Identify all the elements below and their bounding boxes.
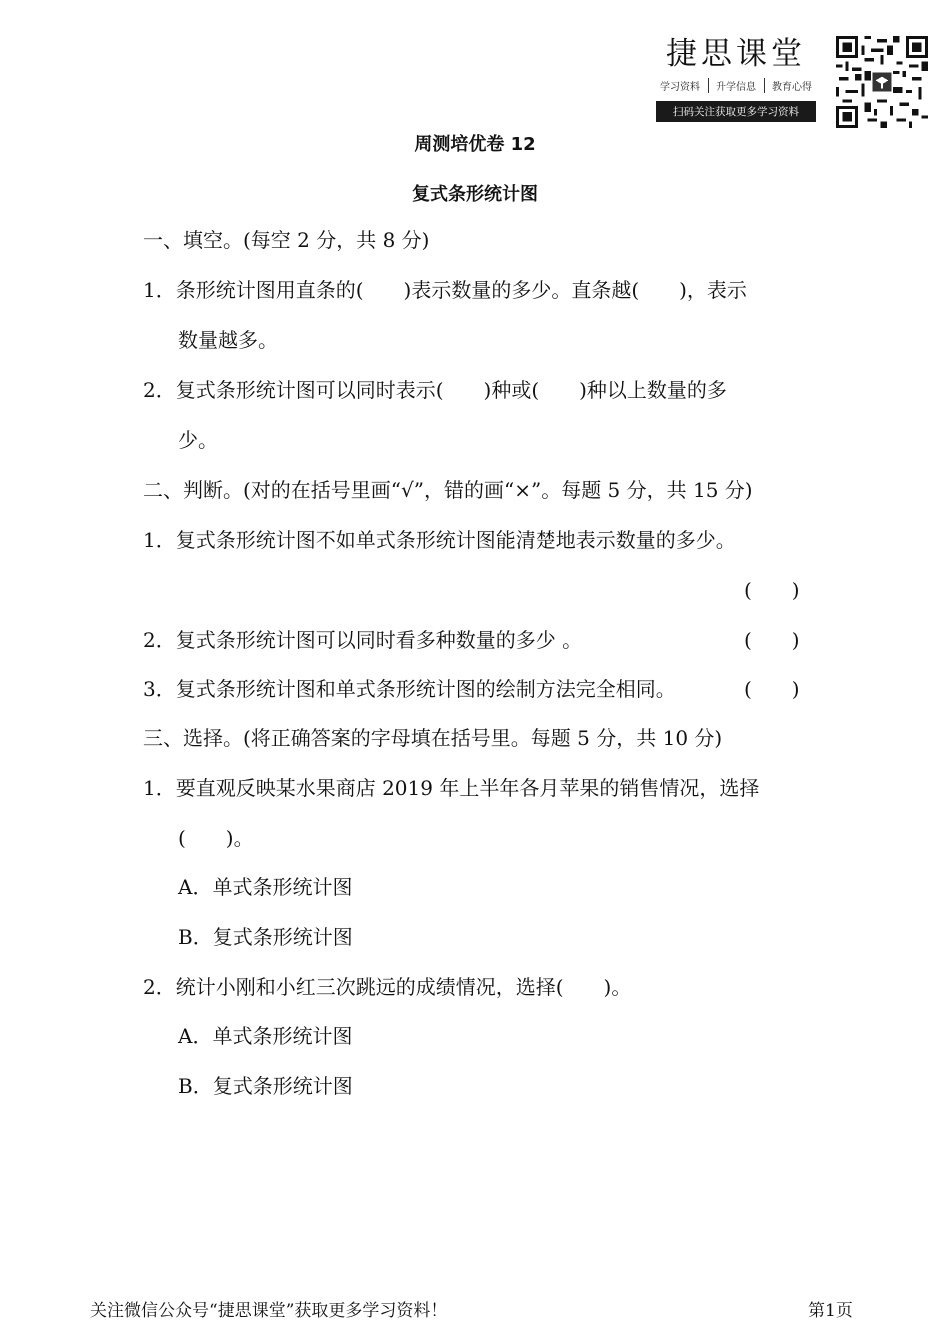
option-text: B．复式条形统计图 [178, 1074, 353, 1098]
qr-code-icon [836, 36, 928, 128]
section-heading: 三、选择。(将正确答案的字母填在括号里。每题 5 分，共 10 分) [143, 726, 723, 750]
option-text: A．单式条形统计图 [178, 875, 353, 899]
question-text: 3．复式条形统计图和单式条形统计图的绘制方法完全相同。 [143, 677, 676, 701]
brand-name: 捷思课堂 [666, 36, 806, 72]
brand-block [656, 34, 816, 122]
question-text: 1．复式条形统计图不如单式条形统计图能清楚地表示数量的多少。 [143, 528, 736, 552]
page-subtitle: 复式条形统计图 [412, 184, 538, 205]
question-text: 2．统计小刚和小红三次跳远的成绩情况，选择( )。 [143, 975, 632, 999]
option-text: A．单式条形统计图 [178, 1024, 353, 1048]
answer-paren: ( ) [744, 677, 800, 701]
question-text: 2．复式条形统计图可以同时看多种数量的多少 。 [143, 628, 583, 652]
question-text: 2．复式条形统计图可以同时表示( )种或( )种以上数量的多 [143, 378, 727, 402]
question-text: 少。 [178, 428, 218, 452]
page-title: 周测培优卷 12 [414, 134, 536, 155]
section-heading: 二、判断。(对的在括号里画“√”，错的画“×”。每题 5 分，共 15 分) [143, 478, 753, 502]
question-text: 1．要直观反映某水果商店 2019 年上半年各月苹果的销售情况，选择 [143, 776, 760, 800]
page-number: 第1页 [808, 1301, 853, 1321]
brand-tag: 教育心得 [772, 82, 812, 93]
brand-tag: 学习资料 [660, 82, 700, 93]
question-text: 数量越多。 [178, 328, 278, 352]
section-heading: 一、填空。(每空 2 分，共 8 分) [143, 228, 430, 252]
answer-paren: ( ) [744, 578, 800, 602]
option-text: B．复式条形统计图 [178, 925, 353, 949]
answer-paren: ( ) [744, 628, 800, 652]
tag-divider [764, 78, 765, 93]
footer-note: 关注微信公众号“捷思课堂”获取更多学习资料！ [90, 1301, 448, 1321]
tag-divider [708, 78, 709, 93]
question-text: 1．条形统计图用直条的( )表示数量的多少。直条越( )，表示 [143, 278, 747, 302]
brand-tag: 升学信息 [716, 82, 756, 93]
brand-slogan: 扫码关注获取更多学习资料 [656, 101, 816, 122]
question-text: ( )。 [178, 826, 254, 850]
brand-tags [656, 78, 816, 93]
